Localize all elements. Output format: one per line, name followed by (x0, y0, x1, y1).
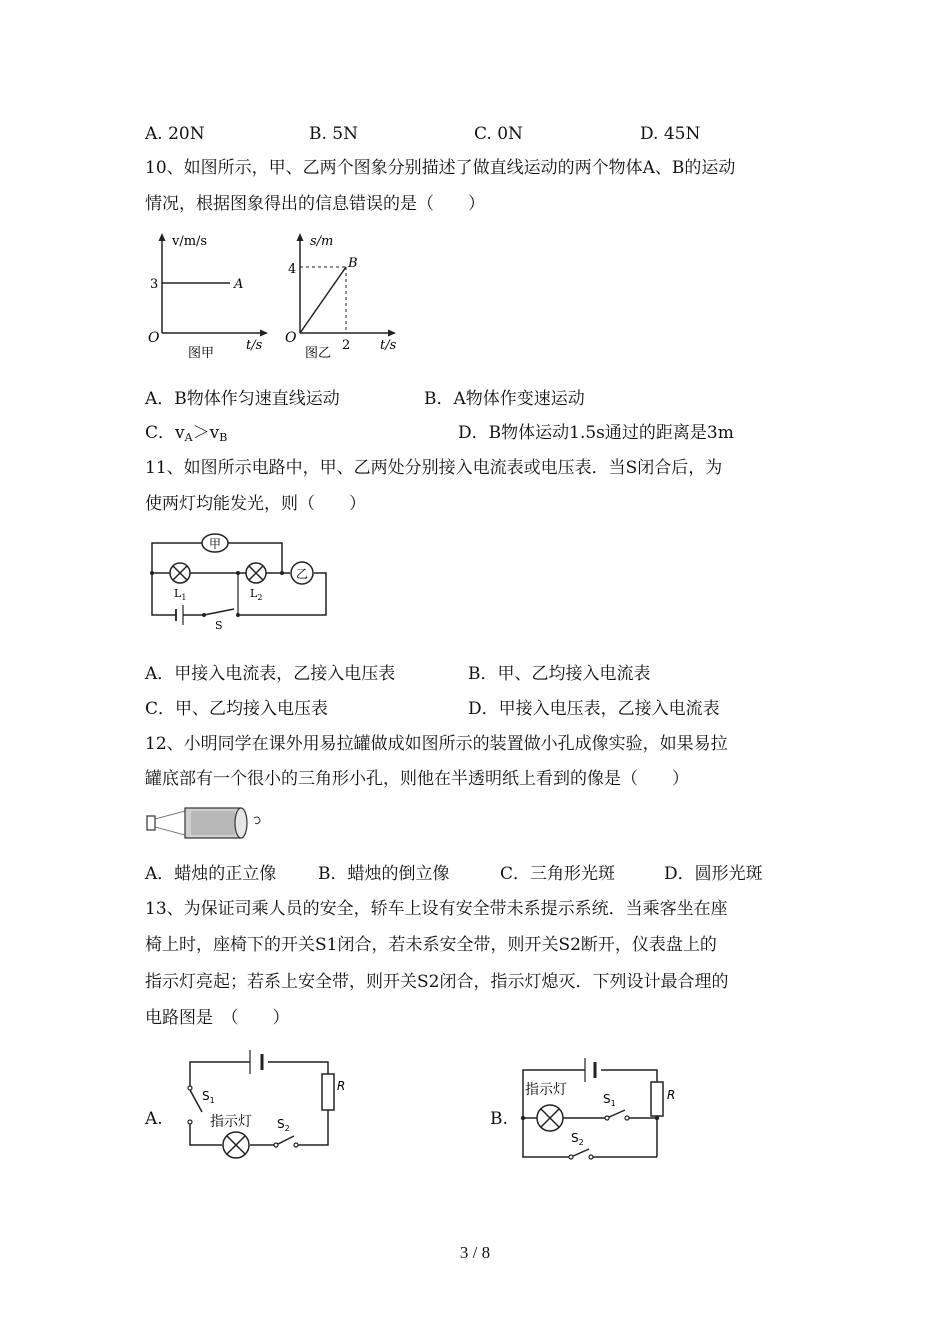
q10-graphs (140, 225, 415, 370)
q13-circuit-b (515, 1052, 690, 1164)
circuit-b-lamp-label: 指示灯 (525, 1082, 567, 1098)
meter-yi-label: 乙 (295, 567, 309, 581)
q12-stem-line1: 12、小明同学在课外用易拉罐做成如图所示的装置做小孔成像实验，如果易拉 (145, 734, 728, 754)
q10-option-a: A．B物体作匀速直线运动 (145, 389, 340, 409)
q12-stem-line2: 罐底部有一个很小的三角形小孔，则他在半透明纸上看到的像是（ ） (145, 769, 689, 789)
graph-jia-origin: O (148, 330, 160, 346)
q12-option-d: D．圆形光斑 (664, 864, 763, 884)
graph-yi-ylabel: s/m (310, 234, 334, 249)
graph-yi-xlabel: t/s (380, 338, 397, 353)
graph-jia-ytick: 3 (150, 277, 159, 292)
q9-option-d: D. 45N (640, 124, 701, 144)
q10-option-d: D．B物体运动1.5s通过的距离是3m (458, 423, 734, 443)
q10-stem-line1: 10、如图所示，甲、乙两个图象分别描述了做直线运动的两个物体A、B的运动 (145, 158, 736, 178)
q13-option-a-label: A. (145, 1109, 163, 1129)
q11-circuit (140, 525, 340, 633)
q13-option-b-label: B. (490, 1109, 508, 1129)
circuit-b-r-label: R (667, 1088, 676, 1102)
circuit-b-s1-label: $S_1$ (603, 1092, 616, 1108)
q13-stem-line2: 椅上时，座椅下的开关S1闭合，若未系安全带，则开关S2断开，仪表盘上的 (145, 935, 717, 955)
graph-jia (148, 233, 268, 361)
circuit-a-s2-label: $S_2$ (277, 1117, 290, 1133)
q12-option-c: C．三角形光斑 (500, 864, 616, 884)
switch-s-label: S (215, 619, 223, 632)
graph-jia-ylabel: v/m/s (172, 234, 208, 249)
lamp-l2-label: $L_2$ (250, 587, 263, 602)
q11-option-d: D．甲接入电压表，乙接入电流表 (468, 699, 720, 719)
q11-option-b: B．甲、乙均接入电流表 (468, 664, 651, 684)
graph-yi-caption: 图乙 (305, 346, 332, 361)
q13-stem-line1: 13、为保证司乘人员的安全，轿车上设有安全带未系提示系统．当乘客坐在座 (145, 899, 728, 919)
q12-option-a: A．蜡烛的正立像 (145, 864, 277, 884)
q11-stem-line2: 使两灯均能发光，则（ ） (145, 494, 366, 514)
graph-jia-line-label: A (234, 277, 244, 292)
q11-stem-line1: 11、如图所示电路中，甲、乙两处分别接入电流表或电压表．当S闭合后，为 (145, 458, 723, 478)
graph-jia-caption: 图甲 (188, 346, 215, 361)
circuit-a-r-label: R (337, 1079, 346, 1093)
q13-stem-line3: 指示灯亮起；若系上安全带，则开关S2闭合，指示灯熄灭．下列设计最合理的 (145, 972, 729, 992)
graph-jia-xlabel: t/s (246, 338, 263, 353)
page-number: 3 / 8 (459, 1243, 491, 1262)
q13-stem-line4: 电路图是 （ ） (145, 1008, 290, 1028)
q10-option-c: C．$v_A>v_B$ (145, 423, 228, 444)
q9-option-a: A. 20N (145, 124, 205, 144)
q11-option-a: A．甲接入电流表，乙接入电压表 (145, 664, 396, 684)
meter-jia-label: 甲 (208, 537, 222, 551)
q12-option-b: B．蜡烛的倒立像 (318, 864, 450, 884)
q9-option-c: C. 0N (474, 124, 523, 144)
graph-yi-xtick: 2 (342, 338, 351, 353)
circuit-a-lamp-label: 指示灯 (210, 1114, 252, 1130)
graph-yi-point-label: B (348, 256, 358, 271)
circuit-b-s2-label: $S_2$ (571, 1131, 584, 1147)
q13-circuit-a (180, 1040, 350, 1165)
q10-stem-line2: 情况，根据图象得出的信息错误的是（ ） (145, 194, 485, 214)
graph-yi-ytick: 4 (288, 262, 297, 277)
q11-option-c: C．甲、乙均接入电压表 (145, 699, 329, 719)
graph-yi (285, 233, 397, 361)
q9-option-b: B. 5N (309, 124, 358, 144)
lamp-l1-label: $L_1$ (174, 587, 187, 602)
q10-option-b: B．A物体作变速运动 (424, 389, 585, 409)
graph-yi-origin: O (285, 330, 297, 346)
q12-pinhole-device (143, 800, 268, 846)
circuit-a-s1-label: $S_1$ (202, 1089, 215, 1105)
